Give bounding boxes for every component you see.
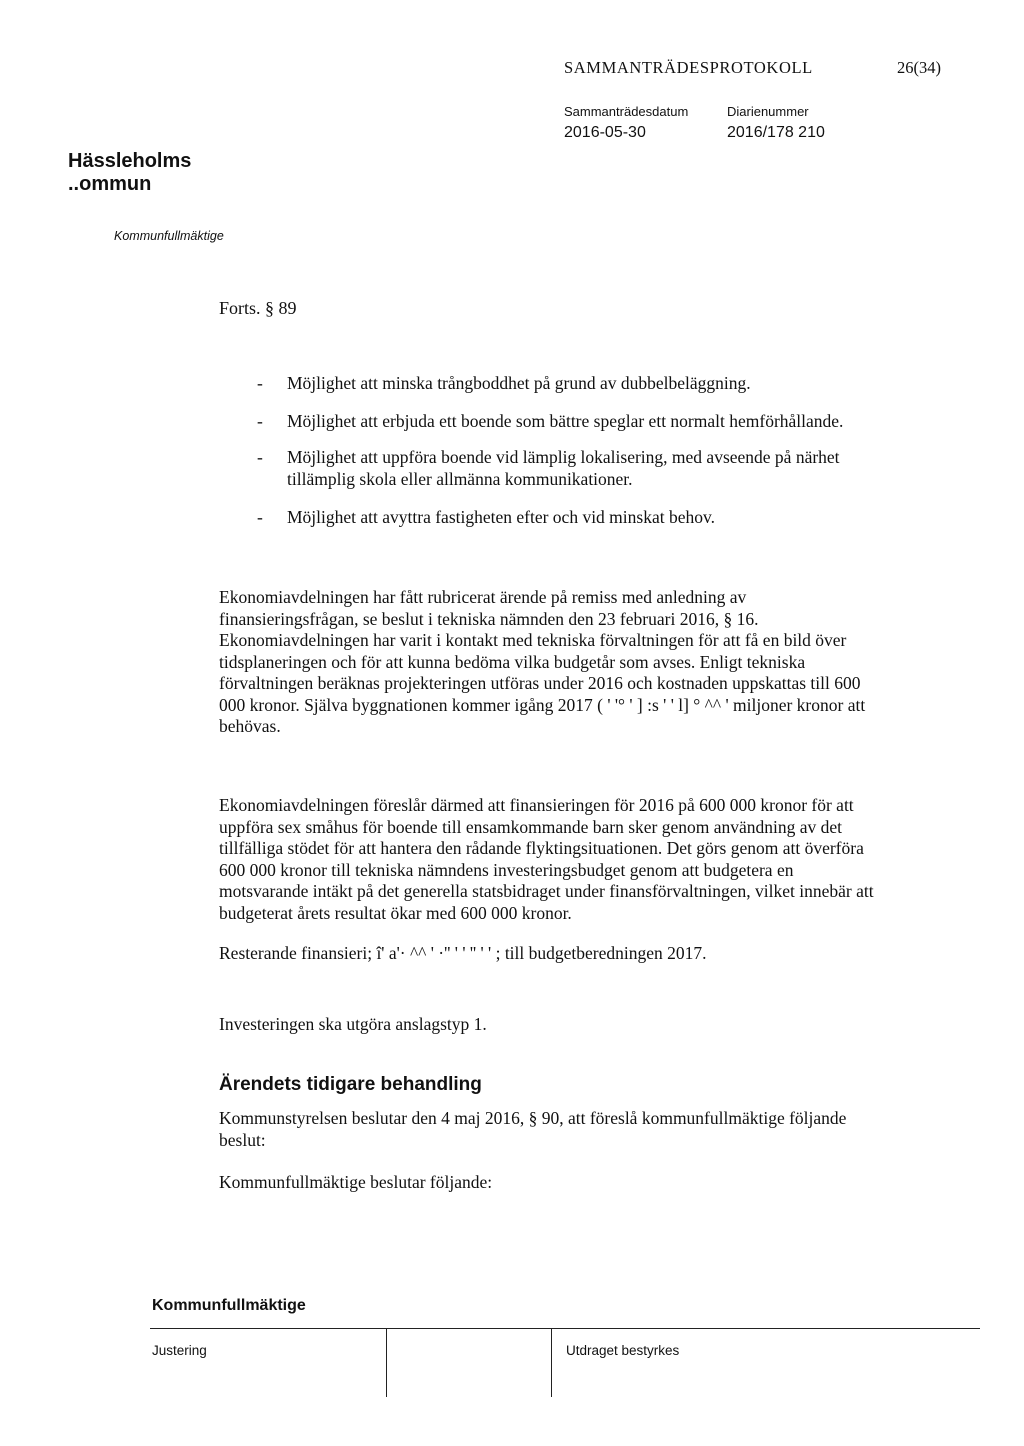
dash-marker: - [257,507,263,527]
page-number: 26(34) [897,58,941,77]
certified-extract-label: Utdraget bestyrkes [566,1343,680,1358]
footer-org-name: Kommunfullmäktige [152,1297,306,1314]
paragraph-economy-referral: Ekonomiavdelningen har fått rubricerat ärende på remiss med anledning av finansieringsfrågan, se beslut i tekniska nämnden den 23 februari 2016, § 16. Ekonomiavdelningen har varit i kontakt med tekniska förvaltningen för att få en bild över tidsplaneringen och för att kunna bedöma vilka budgetår som avses. Enligt tekniska förvaltningen beräknas projekteringen utföras under 2016 och kostnaden uppskattas till 600 000 kronor. Själva byggnationen kommer igång 2017 ( ' '° ' ] :s ' ' l] ° ^^ ' miljoner kronor att behövas. [219,587,866,736]
meeting-date-value: 2016-05-30 [564,124,646,141]
paragraph-remaining-financing: Resterande finansieri; î' a'· ^^ ' ·'' ' ' '' ' ' ; till budgetberedningen 2017. [219,943,707,963]
footer-divider [150,1328,980,1329]
municipality-logo [68,150,191,196]
registry-number-label: Diarienummer [727,104,809,119]
dash-marker: - [257,411,263,431]
logo-line-1: Hässleholms [68,150,192,172]
list-item-text: Möjlighet att minska trångboddhet på grund av dubbelbeläggning. [287,373,751,393]
logo-line-2: ..ommun [68,173,152,195]
list-item-text: Möjlighet att uppföra boende vid lämplig lokalisering, med avseende på närhet tillämplig skola eller allmänna kommunikationer. [287,447,840,489]
meeting-date-label: Sammanträdesdatum [564,104,689,119]
footer-column-divider [386,1329,387,1397]
document-type: SAMMANTRÄDESPROTOKOLL [564,58,813,77]
paragraph-investment-type: Investeringen ska utgöra anslagstyp 1. [219,1014,487,1034]
list-item [257,410,897,432]
dash-marker: - [257,447,263,467]
registry-number-value: 2016/178 210 [727,124,825,141]
paragraph-previous-decision: Kommunstyrelsen beslutar den 4 maj 2016, § 90, att föreslå kommunfullmäktige följande beslut: [219,1108,847,1150]
paragraph-financing-proposal: Ekonomiavdelningen föreslår därmed att finansieringen för 2016 på 600 000 kronor för att uppföra sex småhus för boende till ensamkommande barn sker genom användning av det tillfälliga stödet för att hantera den rådande flyktingsituationen. Det görs genom att överföra 600 000 kronor till tekniska nämndens investeringsbudget genom att budgetera en motsvarande intäkt på det generella statsbidraget under finansförvaltningen, vilket innebär att budgeterat årets resultat ökar med 600 000 kronor. [219,795,874,923]
section-heading: Ärendets tidigare behandling [219,1074,482,1095]
paragraph-council-decides: Kommunfullmäktige beslutar följande: [219,1172,493,1192]
list-item [257,446,897,490]
list-item-text: Möjlighet att erbjuda ett boende som bättre speglar ett normalt hemförhållande. [287,411,844,431]
list-item-text: Möjlighet att avyttra fastigheten efter och vid minskat behov. [287,507,715,527]
list-item [257,506,897,528]
section-reference: Forts. § 89 [219,298,297,318]
signature-label: Justering [152,1343,207,1358]
body-name: Kommunfullmäktige [114,229,224,243]
bullet-list [257,372,897,528]
list-item [257,372,897,394]
footer-column-divider [551,1329,552,1397]
dash-marker: - [257,373,263,393]
